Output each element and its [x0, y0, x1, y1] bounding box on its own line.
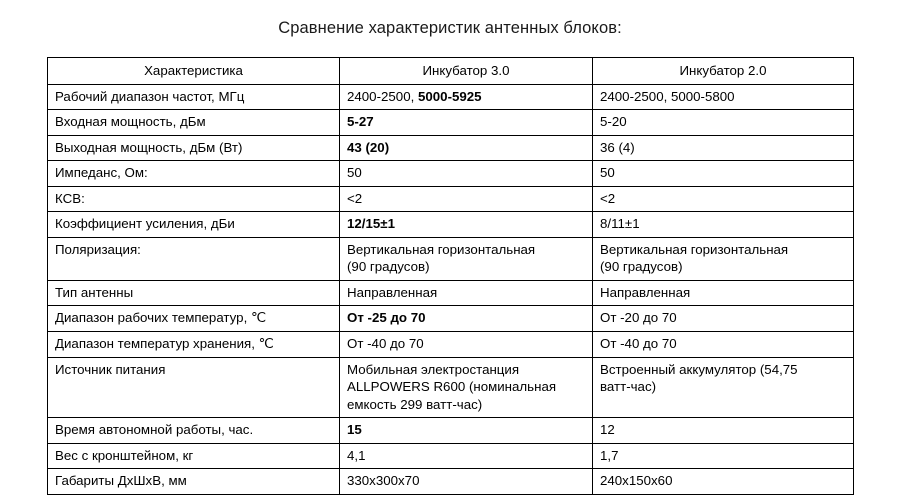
table-row [48, 135, 854, 161]
cell-text: 4,1 [347, 447, 366, 463]
cell-text: От -40 до 70 [347, 336, 424, 352]
cell-text-line: емкость 299 ватт-час) [347, 396, 483, 412]
cell-feature: Выходная мощность, дБм (Вт) [48, 135, 340, 161]
cell-product-2 [593, 161, 854, 187]
cell-feature: КСВ: [48, 186, 340, 212]
table-row [48, 418, 854, 444]
table-header-row [48, 58, 854, 85]
cell-product-1 [340, 306, 593, 332]
cell-text-line: (90 градусов) [600, 259, 683, 275]
cell-feature: Тип антенны [48, 280, 340, 306]
table-row [48, 186, 854, 212]
cell-text-line: Вертикальная горизонтальная [347, 241, 536, 257]
column-header-feature: Характеристика [48, 58, 340, 85]
table-body [48, 84, 854, 494]
table-row [48, 357, 854, 418]
column-header-product-2: Инкубатор 2.0 [593, 58, 854, 85]
cell-text: 12/15±1 [347, 216, 395, 232]
cell-text-line: Мобильная электростанция [347, 361, 520, 377]
cell-product-2 [593, 443, 854, 469]
table-row [48, 443, 854, 469]
cell-text-line: Встроенный аккумулятор (54,75 [600, 361, 798, 377]
cell-product-2 [593, 306, 854, 332]
cell-feature: Импеданс, Ом: [48, 161, 340, 187]
cell-product-2 [593, 469, 854, 495]
cell-product-2 [593, 84, 854, 110]
cell-product-1 [340, 84, 593, 110]
cell-feature: Вес с кронштейном, кг [48, 443, 340, 469]
cell-text: 50 [347, 165, 362, 181]
cell-feature: Рабочий диапазон частот, МГц [48, 84, 340, 110]
cell-feature: Источник питания [48, 357, 340, 418]
cell-product-1 [340, 357, 593, 418]
cell-text: От -20 до 70 [600, 310, 677, 326]
table-row [48, 237, 854, 280]
column-header-product-1: Инкубатор 3.0 [340, 58, 593, 85]
table-row [48, 161, 854, 187]
cell-product-1 [340, 186, 593, 212]
table-header [48, 58, 854, 85]
cell-product-2 [593, 237, 854, 280]
cell-feature: Диапазон температур хранения, ℃ [48, 332, 340, 358]
cell-text-line: Вертикальная горизонтальная [600, 241, 789, 257]
cell-text: <2 [347, 190, 363, 206]
cell-text: 240x150x60 [600, 473, 673, 489]
cell-product-1 [340, 212, 593, 238]
cell-product-1 [340, 135, 593, 161]
table-row [48, 469, 854, 495]
cell-text-line: ватт-час) [600, 379, 657, 395]
table-row [48, 110, 854, 136]
cell-text: <2 [600, 190, 616, 206]
cell-product-1 [340, 280, 593, 306]
cell-feature: Габариты ДхШхВ, мм [48, 469, 340, 495]
cell-text: Направленная [347, 284, 438, 300]
cell-text: 5-20 [600, 114, 627, 130]
cell-product-1 [340, 418, 593, 444]
cell-product-2 [593, 186, 854, 212]
cell-text: 330x300x70 [347, 473, 420, 489]
cell-text: От -40 до 70 [600, 336, 677, 352]
cell-text: 2400-2500, 5000-5800 [600, 88, 735, 104]
cell-feature: Поляризация: [48, 237, 340, 280]
cell-product-1 [340, 237, 593, 280]
cell-text: Направленная [600, 284, 691, 300]
cell-product-2 [593, 280, 854, 306]
cell-feature: Диапазон рабочих температур, ℃ [48, 306, 340, 332]
cell-feature: Коэффициент усиления, дБи [48, 212, 340, 238]
page-title: Сравнение характеристик антенных блоков: [278, 19, 622, 37]
cell-product-1 [340, 110, 593, 136]
table-row [48, 306, 854, 332]
spec-table-container [47, 57, 853, 495]
cell-product-2 [593, 212, 854, 238]
cell-product-2 [593, 357, 854, 418]
cell-product-2 [593, 110, 854, 136]
cell-text: От -25 до 70 [347, 310, 426, 326]
spec-table [47, 57, 854, 495]
cell-text: 50 [600, 165, 615, 181]
cell-feature: Время автономной работы, час. [48, 418, 340, 444]
cell-text: 15 [347, 422, 362, 438]
cell-text: 5000-5925 [417, 88, 482, 104]
cell-feature: Входная мощность, дБм [48, 110, 340, 136]
cell-text: 43 (20) [347, 139, 390, 155]
cell-text-line: (90 градусов) [347, 259, 430, 275]
table-row [48, 84, 854, 110]
cell-product-2 [593, 135, 854, 161]
cell-text: 1,7 [600, 447, 619, 463]
cell-text-line: ALLPOWERS R600 (номинальная [347, 379, 557, 395]
table-row [48, 332, 854, 358]
cell-product-2 [593, 418, 854, 444]
table-row [48, 280, 854, 306]
cell-product-1 [340, 443, 593, 469]
cell-text: 5-27 [347, 114, 374, 130]
cell-product-2 [593, 332, 854, 358]
cell-product-1 [340, 161, 593, 187]
cell-product-1 [340, 332, 593, 358]
cell-text: 12 [600, 422, 615, 438]
cell-product-1 [340, 469, 593, 495]
cell-text: 2400-2500, [347, 88, 418, 104]
cell-text: 36 (4) [600, 139, 635, 155]
cell-text: 8/11±1 [600, 216, 640, 232]
table-row [48, 212, 854, 238]
